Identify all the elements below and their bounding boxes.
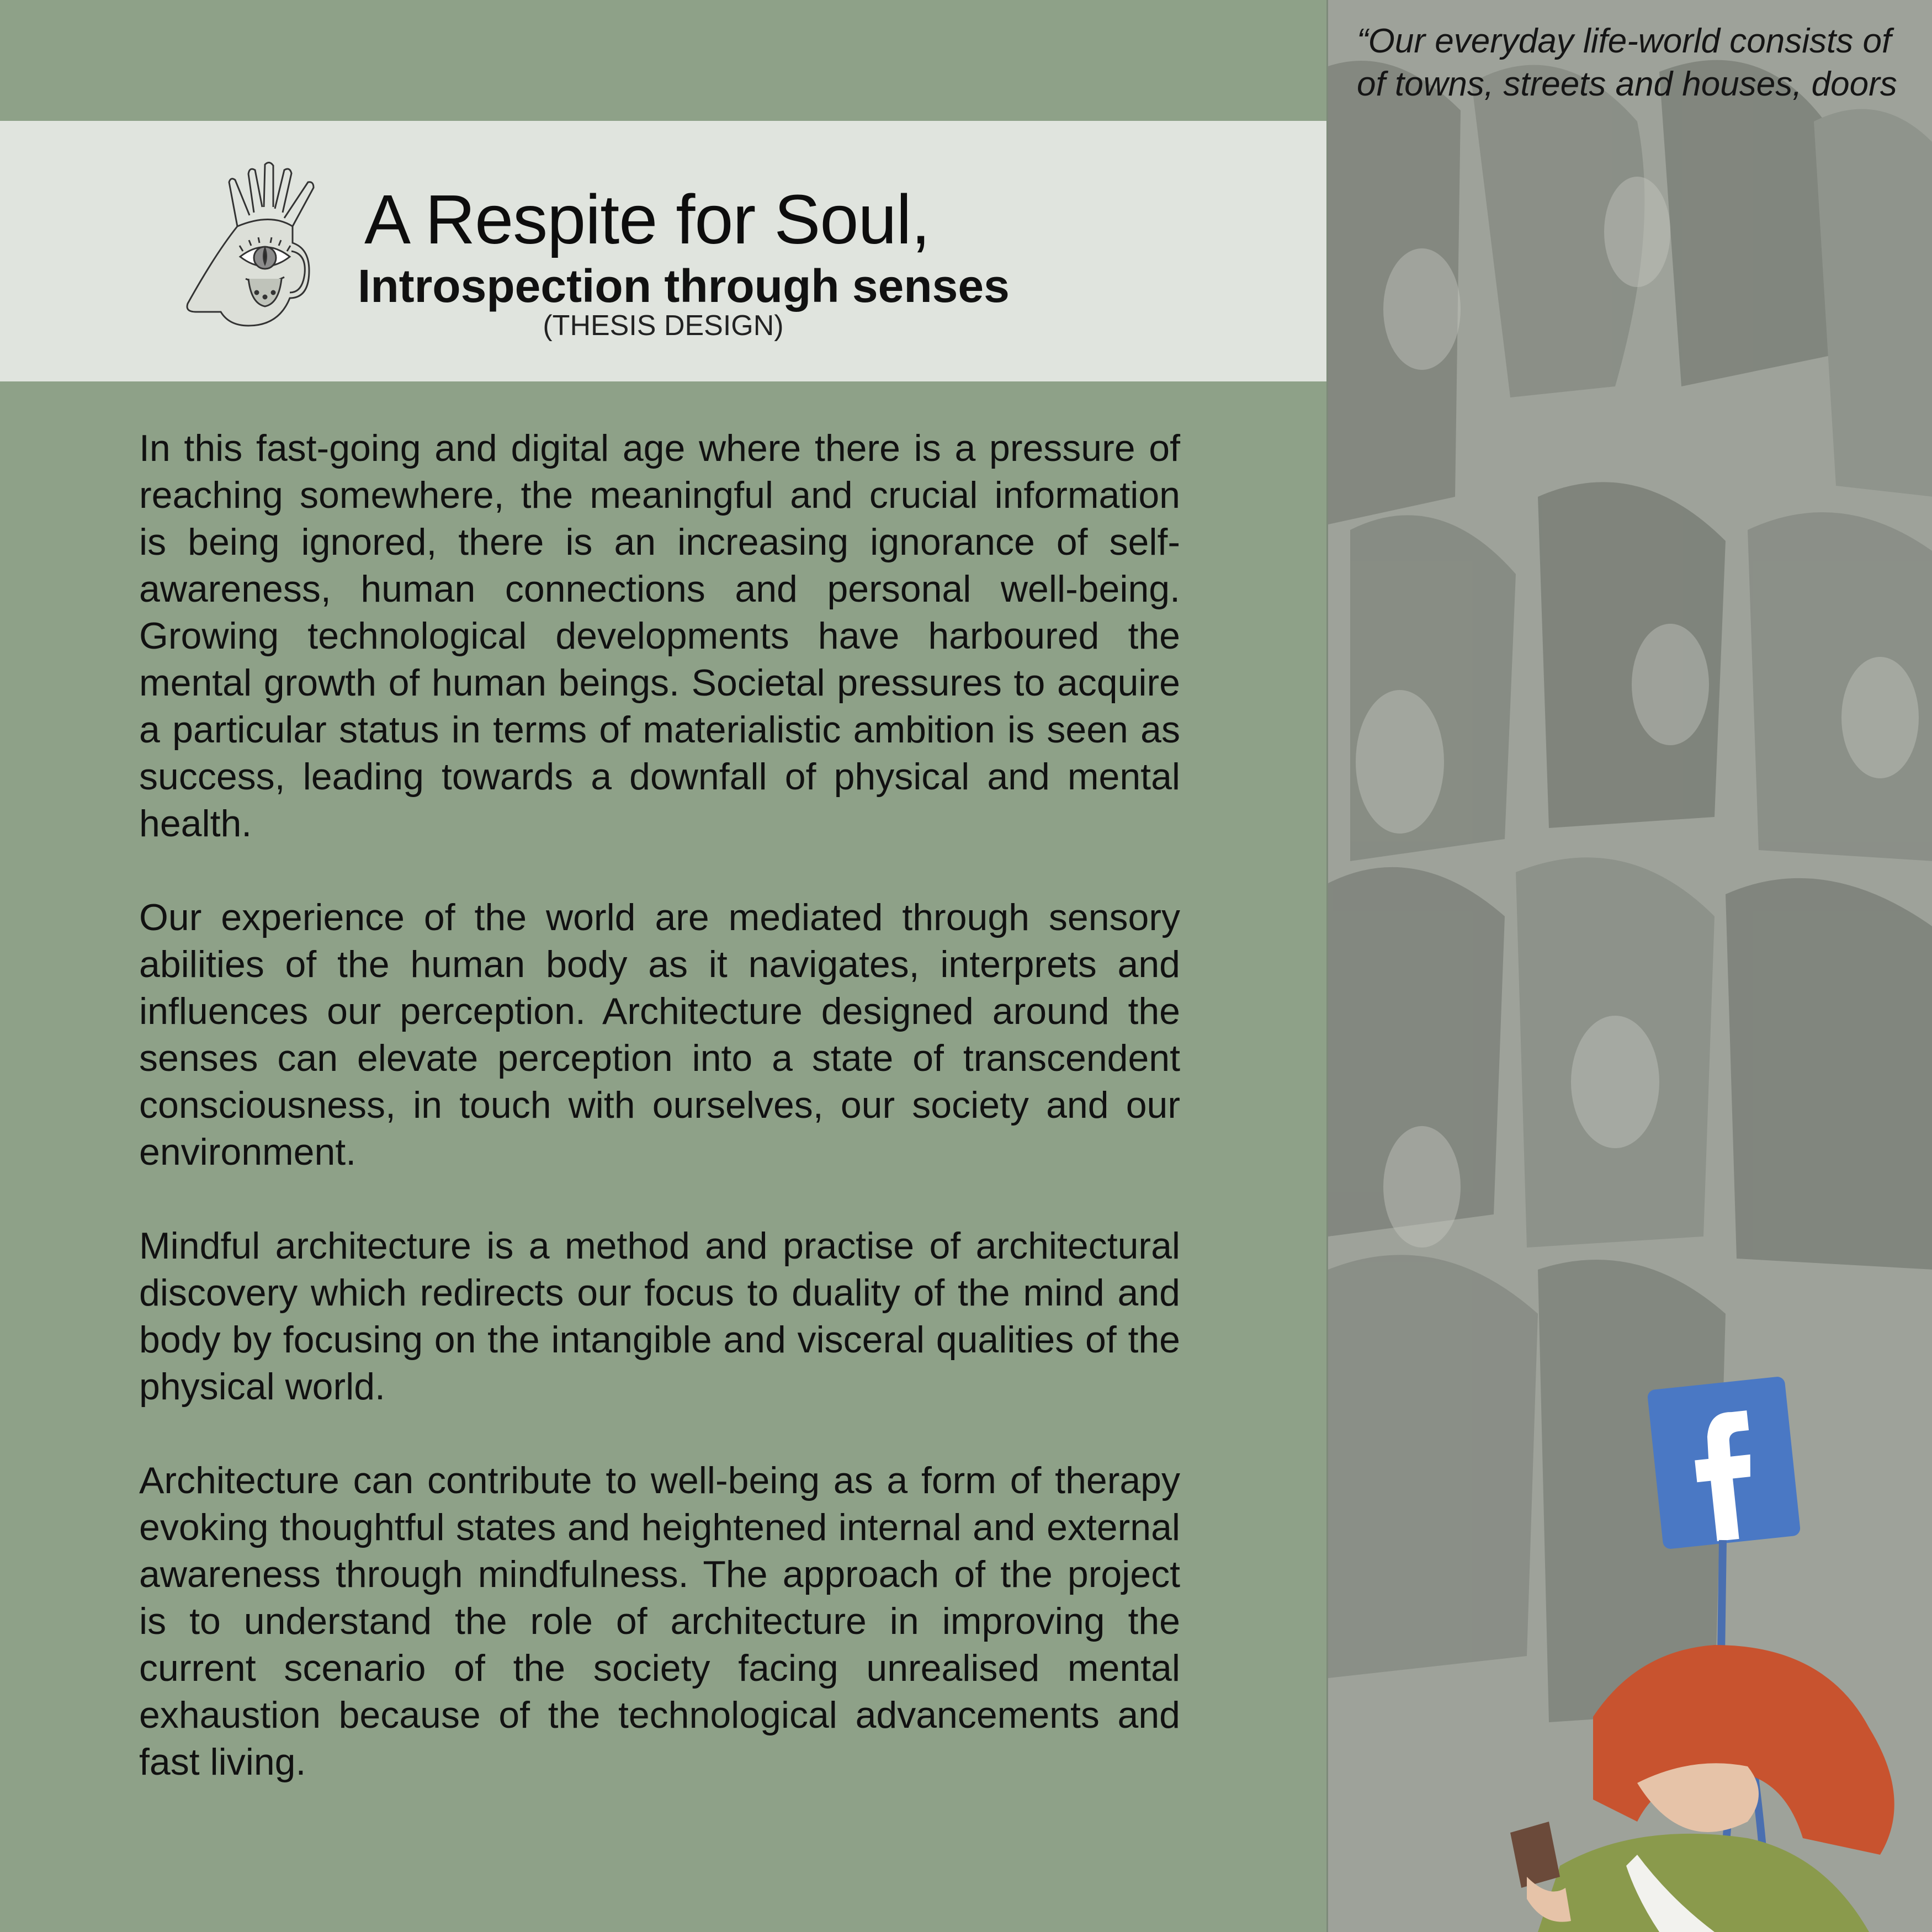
- page-subtitle: Introspection through senses: [358, 260, 1010, 312]
- thesis-tag: (THESIS DESIGN): [543, 310, 784, 342]
- paragraph: Mindful architecture is a method and practise of architectural discovery which redirects our focus to duality of the mind and body by focusing on the intangible and visceral qualities of the physical world.: [139, 1225, 1180, 1408]
- page-title: A Respite for Soul,: [364, 181, 930, 258]
- paragraph: Architecture can contribute to well-being as a form of therapy evoking thoughtful states and heightened internal and external awareness through mindfulness. The approach of the project is to understand the role of architecture in improving the current scenario of the society facing unrealised mental exhaustion because of the technological advancements and fast living.: [139, 1459, 1180, 1783]
- paragraph: Our experience of the world are mediated through sensory abilities of the human body as it navigates, interprets and influences our perception. Architecture designed around the senses can elevate perception into a state of transcendent consciousness, in touch with ourselves, our society and our environment.: [139, 896, 1180, 1173]
- quote-line: “Our everyday life-world consists of: [1357, 22, 1892, 60]
- illustration-panel: [1326, 0, 1932, 1932]
- body-text: [139, 425, 1180, 1833]
- crowd-illustration: [1328, 0, 1932, 1932]
- quote-line: of towns, streets and houses, doors: [1357, 65, 1897, 103]
- quote: [1357, 20, 1932, 106]
- paragraph: In this fast-going and digital age where there is a pressure of reaching somewhere, the meaningful and crucial information is being ignored, there is an increasing ignorance of self-awareness, human connections and personal well-being. Growing technological developments have harboured the mental growth of human beings. Societal pressures to acquire a particular status in terms of materialistic ambition is seen as success, leading towards a downfall of physical and mental health.: [139, 427, 1180, 845]
